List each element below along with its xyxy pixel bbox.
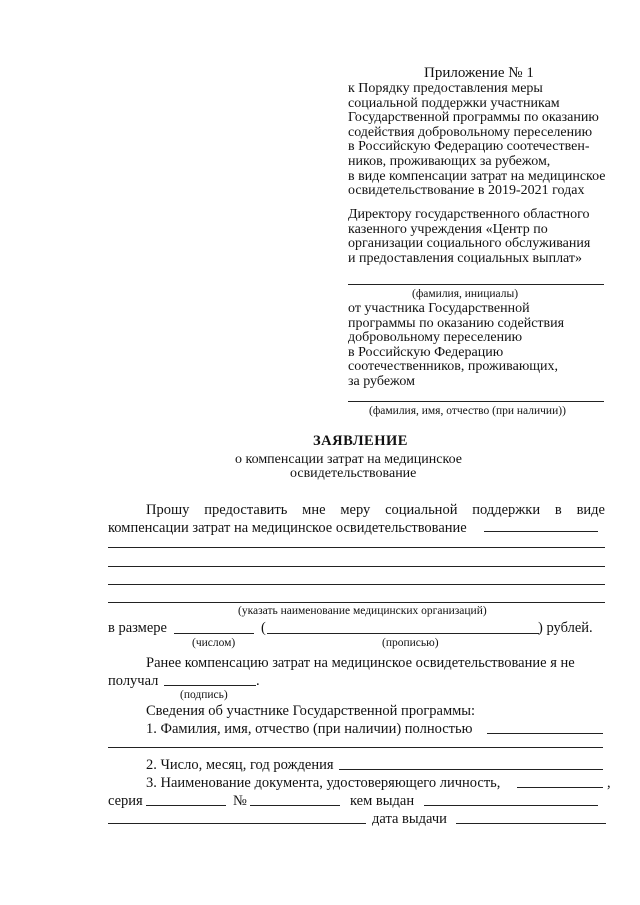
appendix-text-line: к Порядку предоставления меры [348,81,543,96]
birth-date-field[interactable] [339,769,603,770]
addressee-text-line: казенного учреждения «Центр по [348,221,548,237]
amount-paren-open: ( [261,620,266,636]
org-field-line[interactable] [108,547,605,548]
issue-date-label: дата выдачи [372,811,447,827]
number-label: № [233,793,247,809]
sender-text-line: добровольному переселению [348,330,523,346]
request-word: виде [576,502,605,518]
amount-digits-field[interactable] [174,633,254,634]
document-title: ЗАЯВЛЕНИЕ [313,433,408,449]
issued-by-label: кем выдан [350,793,415,809]
sender-name-line[interactable] [348,401,604,402]
org-field-line[interactable] [108,566,605,567]
sender-text-line: соотечественников, проживающих, [348,359,559,375]
request-word: меру [340,502,371,518]
request-word: мне [302,502,326,518]
sender-text-line: программы по оказанию содействия [348,315,565,331]
amount-words-hint: (прописью) [382,637,439,649]
id-document-label: 3. Наименование документа, удостоверяющего личность, [146,775,501,791]
full-name-label: 1. Фамилия, имя, отчество (при наличии) полностью [146,721,473,737]
sender-name-hint: (фамилия, имя, отчество (при наличии)) [369,405,566,417]
request-word: социальной [385,502,458,518]
appendix-text-line: в виде компенсации затрат на медицинское [348,168,606,184]
appendix-text-line: освидетельствование в 2019-2021 годах [348,183,585,199]
addressee-name-hint: (фамилия, инициалы) [412,288,519,300]
request-line-2: компенсации затрат на медицинское освидетельствование [108,520,467,536]
org-field-hint: (указать наименование медицинских организаций) [238,605,487,617]
full-name-field[interactable] [487,733,603,734]
series-label: серия [108,793,143,809]
addressee-name-line[interactable] [348,284,604,285]
request-line-1 [146,502,605,520]
appendix-text-line: содействия добровольному переселению [348,124,593,140]
request-word: в [554,502,562,518]
request-inline-field[interactable] [484,531,598,532]
request-word: поддержки [472,502,541,518]
previous-compensation-label: получал [108,673,159,689]
appendix-text-line: социальной поддержки участникам [348,95,560,111]
issue-date-field[interactable] [456,823,606,824]
request-word: Прошу [146,502,190,518]
participant-info-heading: Сведения об участнике Государственной программы: [146,703,476,719]
signature-hint: (подпись) [180,689,228,701]
amount-words-field[interactable] [267,633,539,634]
addressee-text-line: и предоставления социальных выплат» [348,250,583,266]
appendix-text-line: в Российскую Федерацию соотечествен- [348,139,590,155]
previous-compensation-period: . [256,673,260,689]
addressee-text-line: организации социального обслуживания [348,236,591,252]
id-document-comma: , [607,775,611,791]
amount-label: в размере [108,620,167,636]
sender-text-line: в Российскую Федерацию [348,344,504,360]
org-field-line[interactable] [108,602,605,603]
amount-suffix: ) рублей. [538,620,593,636]
org-field-line[interactable] [108,584,605,585]
document-subtitle-line-1: о компенсации затрат на медицинское [235,452,462,467]
addressee-text-line: Директору государственного областного [348,207,590,222]
sender-text-line: за рубежом [348,374,415,389]
signature-field[interactable] [164,685,256,686]
issued-by-field[interactable] [424,805,598,806]
appendix-text-line: ников, проживающих за рубежом, [348,154,551,169]
birth-date-label: 2. Число, месяц, год рождения [146,757,334,773]
appendix-text-line: Государственной программы по оказанию [348,110,599,126]
number-field[interactable] [250,805,340,806]
id-document-field[interactable] [517,787,603,788]
document-subtitle-line-2: освидетельствование [290,466,417,481]
appendix-title: Приложение № 1 [424,65,534,81]
amount-digits-hint: (числом) [192,637,236,649]
previous-compensation-line-1: Ранее компенсацию затрат на медицинское освидетельствование я не [146,655,575,671]
request-word: предоставить [204,502,288,518]
series-field[interactable] [146,805,226,806]
full-name-field-continued[interactable] [108,747,603,748]
issued-by-field-continued[interactable] [108,823,366,824]
sender-text-line: от участника Государственной [348,301,530,316]
